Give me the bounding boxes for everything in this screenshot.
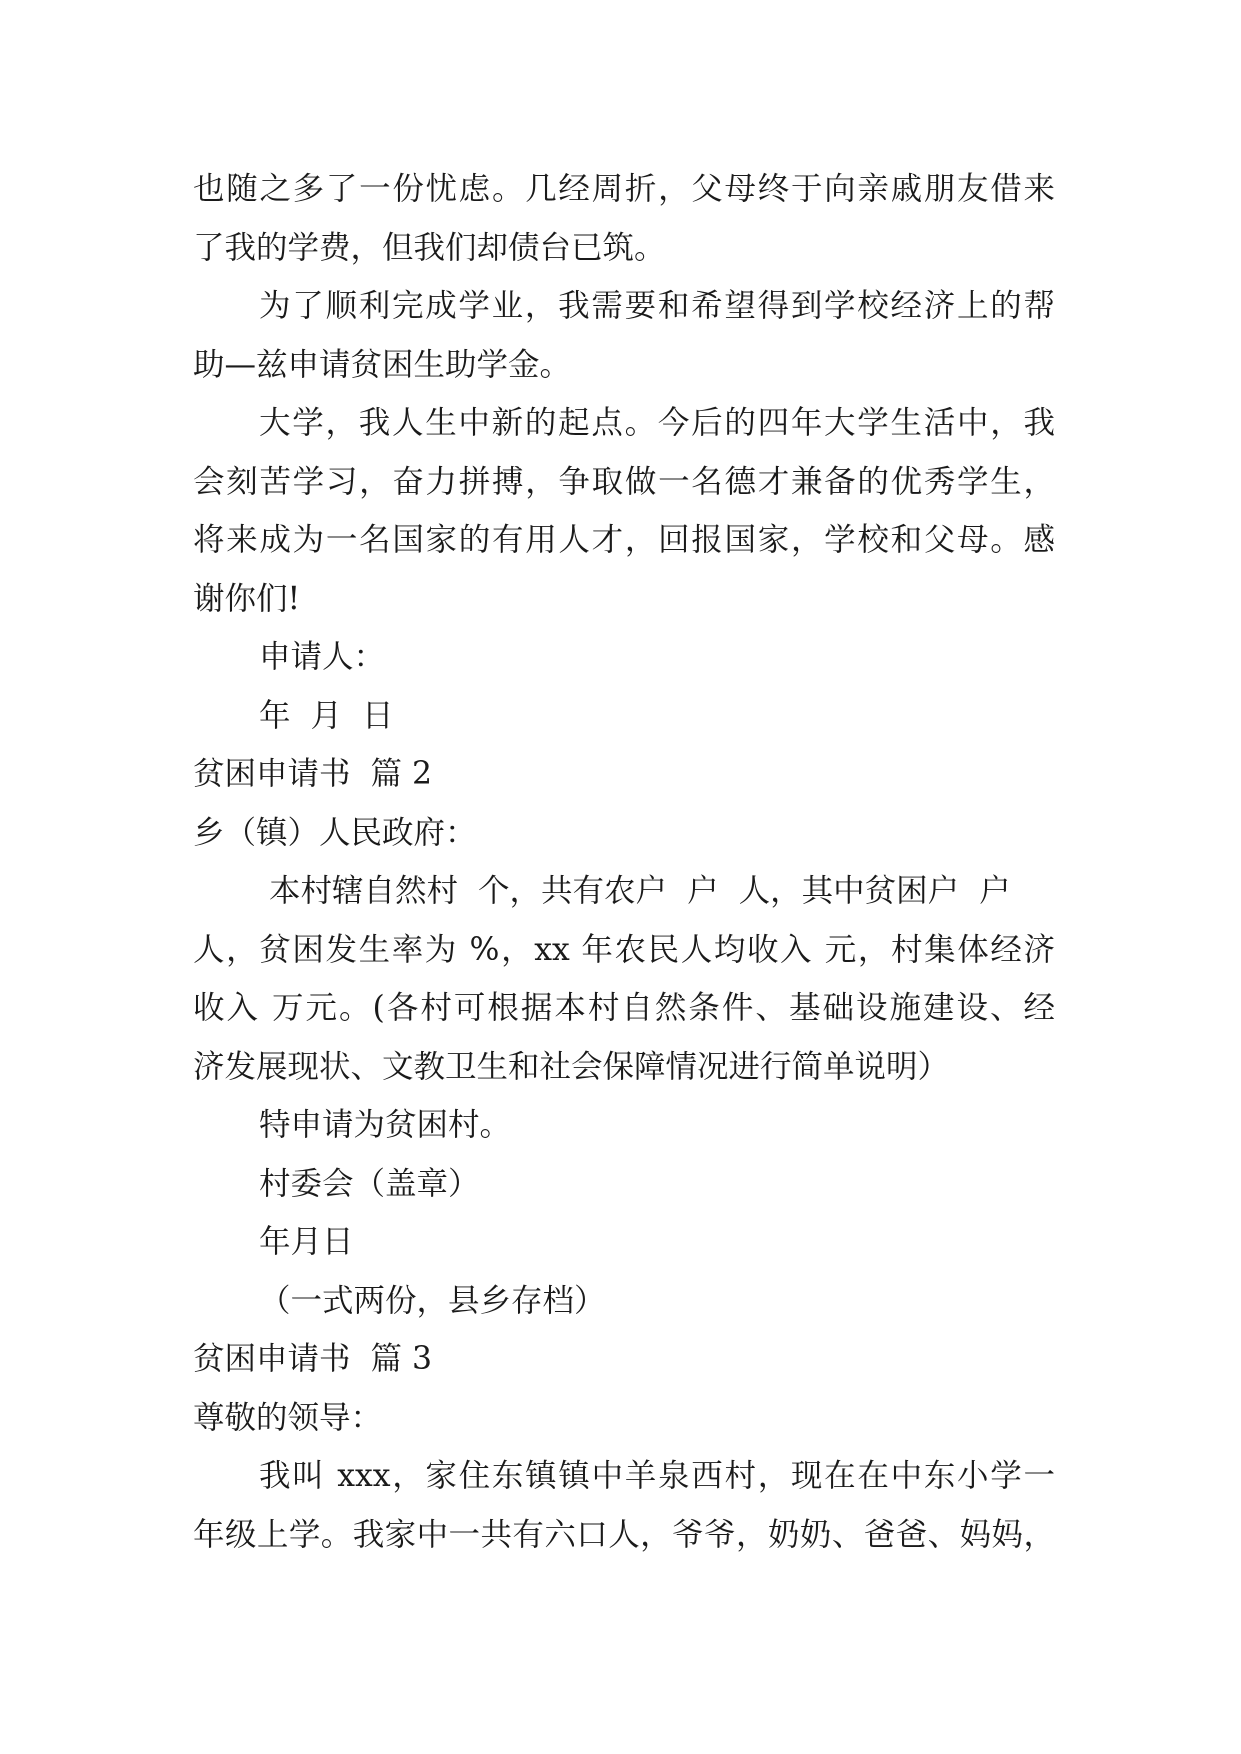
section-heading: 贫困申请书 篇 3 — [193, 1341, 433, 1377]
body-text-line: 将来成为一名国家的有用人才，回报国家，学校和父母。感 — [193, 522, 1055, 558]
section-heading: 贫困申请书 篇 2 — [193, 756, 433, 792]
paragraph-first-line: 大学，我人生中新的起点。今后的四年大学生活中，我 — [259, 405, 1055, 441]
applicant-label: 申请人： — [259, 639, 386, 675]
body-text-line: 年级上学。我家中一共有六口人，爷爷，奶奶、爸爸、妈妈， — [193, 1516, 1055, 1553]
paragraph-first-line: 本村辖自然村 个，共有农户 户 人，其中贫困户 户 — [259, 873, 1011, 909]
date-line: 年月日 — [259, 1224, 354, 1260]
body-text-line: 也随之多了一份忧虑。几经周折，父母终于向亲戚朋友借来 — [193, 171, 1055, 207]
paragraph-first-line: 我叫 xxx，家住东镇镇中羊泉西村，现在在中东小学一 — [259, 1458, 1055, 1494]
paragraph-first-line: 为了顺利完成学业，我需要和希望得到学校经济上的帮 — [259, 288, 1055, 324]
body-text-line: 收入 万元。(各村可根据本村自然条件、基础设施建设、经 — [193, 990, 1055, 1026]
body-text-line: 助—兹申请贫困生助学金。 — [193, 346, 572, 383]
copies-note: （一式两份，县乡存档） — [259, 1282, 606, 1319]
body-text-line: 人，贫困发生率为 %，xx 年农民人均收入 元，村集体经济 — [193, 931, 1055, 968]
body-text-line: 济发展现状、文教卫生和社会保障情况进行简单说明） — [193, 1048, 950, 1085]
document-body — [193, 160, 1055, 1564]
body-text-line: 了我的学费，但我们却债台已筑。 — [193, 229, 666, 266]
request-statement: 特申请为贫困村。 — [259, 1107, 512, 1143]
body-text-line: 谢你们! — [193, 580, 301, 617]
signature-committee: 村委会（盖章） — [259, 1165, 480, 1202]
body-text-line: 会刻苦学习，奋力拼搏，争取做一名德才兼备的优秀学生， — [193, 463, 1055, 500]
salutation: 尊敬的领导： — [193, 1399, 383, 1436]
salutation: 乡（镇）人民政府： — [193, 814, 477, 851]
date-line: 年 月 日 — [259, 697, 394, 734]
